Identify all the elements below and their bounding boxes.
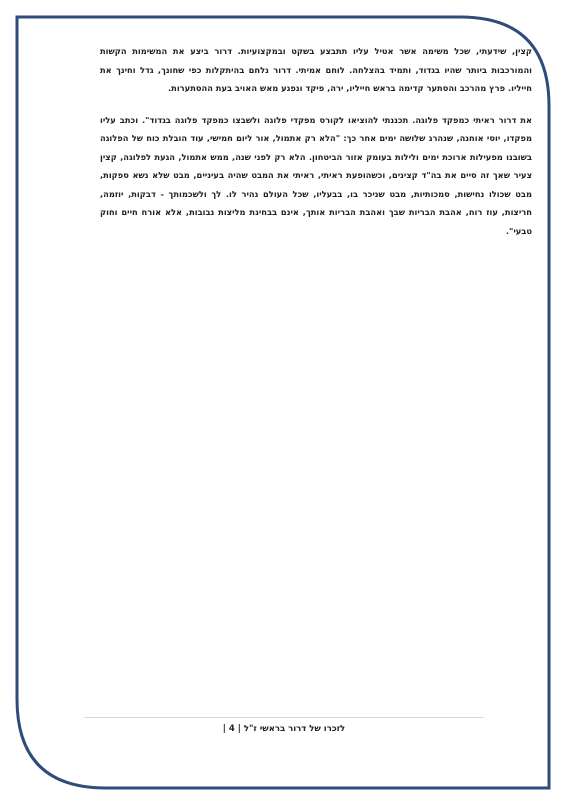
- document-body: [100, 42, 532, 253]
- page-footer: לזכרו של דרור בראשי ז"ל | 4 |: [222, 724, 346, 734]
- body-paragraph-1: קצין, שידעתי, שכל משימה אשר אטיל עליו תתבצע בשקט ובמקצועיות. דרור ביצע את המשימות הקשות והמורכבות ביותר שהיו בגדוד, ותמיד בהצלחה. לוחם אמיתי. דרור נלחם בהיתקלות כפי שחונך, גדל וחינך את חייליו. פרץ מהרכב והסתער קדימה בראש חייליו, ירה, פיקד ונפגע מאש האויב בעת ההסתערות.: [100, 46, 532, 93]
- footer-divider: [84, 717, 484, 718]
- body-paragraph-2: את דרור ראיתי כמפקד פלוגה. תכננתי להוציאו לקורס מפקדי פלוגה ולשבצו כמפקד פלוגה בגדוד". וכתב עליו מפקדו, יוסי אוחנה, שנהרג שלושה ימים אחר כך: "הלא רק אתמול, אור ליום חמישי, עוד הובלת כוח של הפלוגה בשובנו מפעילות ארוכת ימים ולילות בעומק אזור הביטחון. הלא רק לפני שנה, ממש אתמול, הגעת לפלוגה, קצין צעיר שאך זה סיים את בה"ד קצינים, וכשהופעת ראיתי, ראיתי את המבט שהיה בעיניים, מבט שלא נשא ספקות, מבט שכולו נחישות, סמכותיות, מבט שניכר בו, בבעליו, שכל העולם נהיר לו. לך ולשכמותך - דבקות, יוזמה, חריצות, עוז רוח, אהבת הבריות שבך ואהבת הבריות אותך, אינם בבחינת מליצות נבובות, אלא אורח חיים וחוק טבעי".: [100, 114, 532, 236]
